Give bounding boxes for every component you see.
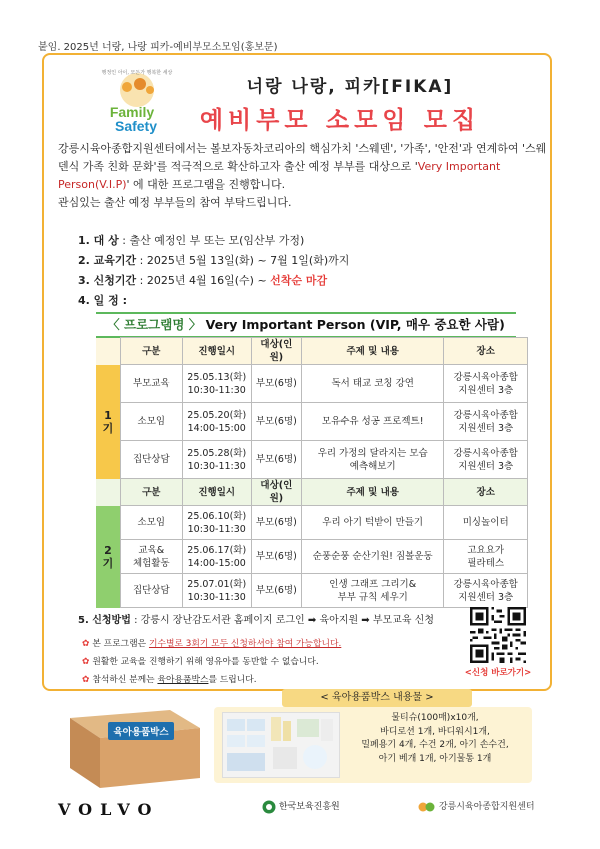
cell-time: 10:30-11:30: [187, 384, 246, 396]
box-illustration: [50, 700, 205, 790]
col-target: 대상(인원): [251, 338, 301, 365]
group-1-corner: [96, 338, 120, 365]
apply-method: [78, 611, 434, 626]
family-safety-logo: [92, 68, 182, 138]
note-3-post: 를 드립니다.: [208, 675, 257, 685]
kcpi-icon: [262, 800, 276, 814]
col-place: 장소: [444, 338, 528, 365]
bullet-icon: ✿: [82, 639, 90, 649]
info-apply: [78, 272, 327, 288]
info-apply-note: 선착순 마감: [270, 274, 328, 287]
col-date: 진행일시: [182, 479, 251, 506]
cell-place: 강릉시육아종합 지원센터 3층: [444, 441, 528, 479]
group-2-corner: [96, 479, 120, 506]
cell-datetime: [182, 506, 251, 540]
title-line-2: 예비부모 소모임 모집: [199, 106, 481, 134]
cell-target: 부모(6명): [251, 441, 301, 479]
table-row: [96, 403, 528, 441]
program-title: Very Important Person (VIP, 매우 중요한 사람): [205, 317, 505, 332]
bullet-icon: ✿: [82, 675, 90, 685]
center-name: 강릉시육아종합지원센터: [438, 802, 535, 812]
cell-place: 강릉시육아종합 지원센터 3층: [444, 365, 528, 403]
table-row: [96, 506, 528, 540]
cell-place: 미싱놀이터: [444, 506, 528, 540]
cell-target: 부모(6명): [251, 365, 301, 403]
table-header-row: [96, 338, 528, 365]
cell-target: 부모(6명): [251, 403, 301, 441]
info-target-value: : 출산 예정인 부 또는 모(임산부 가정): [122, 234, 305, 247]
cell-topic: 순풍순풍 순산기원! 짐볼운동: [302, 540, 444, 574]
group-1-label: 1 기: [96, 365, 120, 479]
center-icon: [418, 800, 436, 814]
cell-date: 25.05.20(화): [187, 409, 247, 421]
cell-date: 25.06.10(화): [187, 510, 247, 522]
info-target: [78, 232, 304, 248]
note-1-pre: 본 프로그램은: [92, 639, 149, 649]
schedule-table-group-2: [96, 478, 528, 608]
cell-datetime: [182, 365, 251, 403]
table-row: [96, 365, 528, 403]
group-2-label: 2 기: [96, 506, 120, 608]
note-3-pre: 참석하신 분께는: [92, 675, 158, 685]
kit-item: 바디로션 1개, 바디워시1개,: [380, 726, 490, 737]
kit-banner: < 육아용품박스 내용물 >: [282, 689, 472, 707]
cell-type: 교육& 체험활동: [120, 540, 182, 574]
cell-time: 10:30-11:30: [187, 460, 246, 472]
kit-items: [342, 712, 528, 766]
info-period-value: : 2025년 5월 13일(화) ~ 7월 1일(화)까지: [139, 254, 350, 267]
intro-part-1: 강릉시육아종합지원센터에서는 볼보자동차코리아의 핵심가치 '스웨덴', '가족', '안전'과 연계하여 '스웨덴식 가족 친화 문화'를 적극적으로 확산하고자 출산 예정 부부를 대상으로 ': [58, 142, 547, 173]
top-note: 붙임. 2025년 너랑, 나랑 피카-예비부모소모임(홍보문): [38, 42, 278, 53]
cell-type: 소모임: [120, 506, 182, 540]
cell-date: 25.06.17(화): [187, 544, 247, 556]
cell-type: 집단상담: [120, 574, 182, 608]
kit-item: 물티슈(100매)x10개,: [391, 713, 479, 723]
kit-item: 아기 베개 1개, 아기물통 1개: [378, 753, 492, 764]
schedule-table-group-1: [96, 337, 528, 479]
logo-tagline: 행정인 아이, 모든가 행복한 세상: [101, 70, 173, 76]
qr-caption-link[interactable]: <신청 바로가기>: [464, 668, 532, 678]
volvo-logo: VOLVO: [58, 800, 160, 819]
kit-photo: [222, 712, 340, 778]
cell-place: 고요요가 필라테스: [444, 540, 528, 574]
table-header-row: [96, 479, 528, 506]
table-row: [96, 574, 528, 608]
col-topic: 주제 및 내용: [302, 479, 444, 506]
cell-place: 강릉시육아종합 지원센터 3층: [444, 574, 528, 608]
kit-item: 밀폐용기 4개, 수건 2개, 아기 손수건,: [361, 740, 509, 750]
cell-topic: 우리 가정의 달라지는 모습 예측해보기: [302, 441, 444, 479]
note-3-em: 육아용품박스: [157, 675, 209, 685]
cell-datetime: [182, 403, 251, 441]
note-1: [82, 636, 341, 649]
info-apply-label: 3. 신청기간: [78, 274, 137, 287]
cell-date: 25.05.13(화): [187, 371, 247, 383]
info-period: [78, 252, 349, 268]
cell-datetime: [182, 441, 251, 479]
bullet-icon: ✿: [82, 657, 90, 667]
center-logo: [418, 799, 535, 814]
col-type: 구분: [120, 338, 182, 365]
apply-method-label: 5. 신청방법: [78, 615, 131, 626]
cell-topic: 독서 태교 코칭 강연: [302, 365, 444, 403]
col-place: 장소: [444, 479, 528, 506]
kcpi-logo: [262, 799, 340, 814]
cell-target: 부모(6명): [251, 540, 301, 574]
note-2-text: 원활한 교육을 진행하기 위해 영유아를 동반할 수 없습니다.: [92, 657, 319, 667]
col-date: 진행일시: [182, 338, 251, 365]
intro-vip: Very Important Person(V.I.P): [58, 160, 501, 191]
title-line-1: 너랑 나랑, 피카[FIKA]: [246, 77, 454, 97]
note-2: [82, 654, 319, 667]
intro-part-2: ' 에 대한 프로그램을 진행합니다.: [126, 178, 286, 191]
info-apply-value: : 2025년 4월 16일(수) ~: [139, 274, 271, 287]
cell-datetime: [182, 540, 251, 574]
cell-time: 14:00-15:00: [187, 557, 246, 569]
cell-target: 부모(6명): [251, 506, 301, 540]
cell-type: 부모교육: [120, 365, 182, 403]
program-label: 〈 프로그램명 〉: [107, 317, 202, 332]
col-target: 대상(인원): [251, 479, 301, 506]
info-period-label: 2. 교육기간: [78, 254, 137, 267]
info-target-label: 1. 대 상: [78, 234, 119, 247]
table-row: [96, 441, 528, 479]
table-row: [96, 540, 528, 574]
note-1-em: 기수별로 3회기 모두 신청하셔야 참여 가능합니다.: [148, 639, 342, 649]
qr-code[interactable]: [470, 607, 526, 663]
cell-datetime: [182, 574, 251, 608]
program-name-bar: [96, 312, 516, 338]
cell-type: 소모임: [120, 403, 182, 441]
apply-method-value: : 강릉시 장난감도서관 홈페이지 로그인 ➡ 육아지원 ➡ 부모교육 신청: [134, 615, 434, 626]
note-3: [82, 672, 257, 685]
intro-part-3: 관심있는 출산 예정 부부들의 참여 부탁드립니다.: [58, 196, 292, 209]
cell-target: 부모(6명): [251, 574, 301, 608]
cell-date: 25.05.28(화): [187, 447, 247, 459]
col-type: 구분: [120, 479, 182, 506]
logo-word-family: Family: [109, 104, 155, 120]
cell-time: 14:00-15:00: [187, 422, 246, 434]
info-schedule: [78, 292, 127, 308]
logo-word-safety: Safety: [114, 118, 158, 134]
col-topic: 주제 및 내용: [302, 338, 444, 365]
cell-type: 집단상담: [120, 441, 182, 479]
kcpi-name: 한국보육진흥원: [278, 802, 340, 812]
info-schedule-label: 4. 일 정 :: [78, 294, 127, 307]
intro-paragraph: [58, 140, 548, 212]
cell-place: 강릉시육아종합 지원센터 3층: [444, 403, 528, 441]
cell-topic: 우리 아기 턱받이 만들기: [302, 506, 444, 540]
cell-time: 10:30-11:30: [187, 591, 246, 603]
cell-date: 25.07.01(화): [187, 578, 247, 590]
box-label: 육아용품박스: [113, 727, 169, 738]
cell-topic: 모유수유 성공 프로젝트!: [302, 403, 444, 441]
cell-topic: 인생 그래프 그리기& 부부 규칙 세우기: [302, 574, 444, 608]
cell-time: 10:30-11:30: [187, 523, 246, 535]
